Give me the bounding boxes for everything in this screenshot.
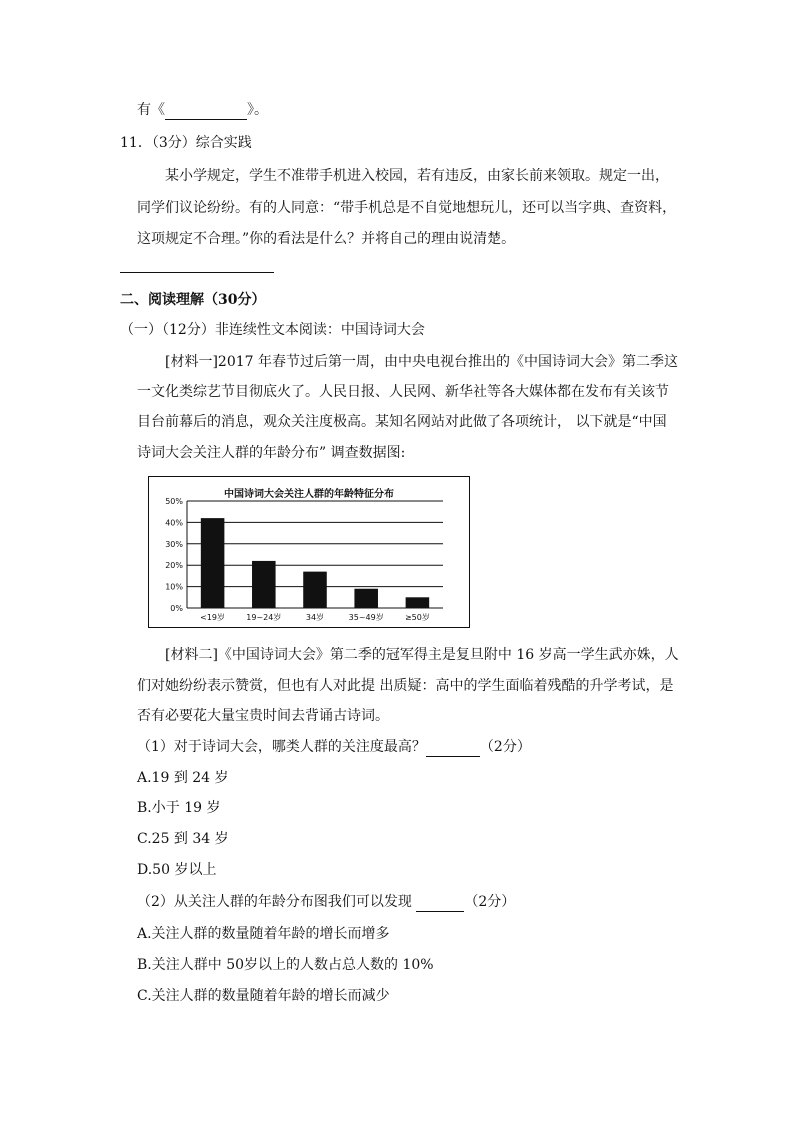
question-2-stem-line: [137, 892, 515, 912]
material2-line-2: 们对她纷纷表示赞赏，但也有人对此提 出质疑：高中的学生面临着残酷的升学考试，是: [137, 678, 674, 694]
question-2-score: （2分）: [464, 894, 516, 910]
question-1-stem: （1）对于诗词大会，哪类人群的关注度最高？: [137, 739, 426, 755]
chart-svg: [149, 477, 469, 627]
chart-bar: [252, 561, 276, 608]
material1-line-4: 诗词大会关注人群的年龄分布” 调查数据图:: [137, 445, 406, 461]
q10-answer-line: [137, 100, 268, 120]
chart-x-ticks: [200, 612, 430, 622]
q11-answer-rule[interactable]: [120, 272, 274, 273]
chart-bar: [201, 518, 225, 608]
q11-header: 11．（3分）综合实践: [120, 135, 252, 151]
chart-y-tick-label: 10%: [165, 582, 183, 592]
chart-bar: [354, 589, 378, 608]
q11-paragraph-line-3: 这项规定不合理。”你的看法是什么？并将自己的理由说清楚。: [137, 231, 516, 247]
question-2-option-c[interactable]: C.关注人群的数量随着年龄的增长而减少: [137, 988, 390, 1004]
question-2-option-a[interactable]: A.关注人群的数量随着年龄的增长而增多: [137, 926, 390, 942]
section-title: 二、阅读理解（30分）: [120, 292, 266, 308]
chart-y-tick-label: 30%: [165, 539, 183, 549]
chart-bar: [406, 597, 430, 608]
material1-line-3: 目台前幕后的消息，观众关注度极高。某知名网站对此做了各项统计， 以下就是“中国: [137, 414, 667, 430]
part1-title: （一）（12分）非连续性文本阅读：中国诗词大会: [120, 322, 425, 338]
chart-y-tick-label: 40%: [165, 518, 183, 528]
material1-line-1: [材料一]2017 年春节过后第一周，由中央电视台推出的《中国诗词大会》第二季这: [165, 354, 679, 370]
question-1-stem-line: [137, 737, 531, 757]
q10-blank[interactable]: [165, 105, 247, 120]
chart-x-tick-label: <19岁: [200, 613, 226, 622]
question-2-blank[interactable]: [416, 897, 464, 912]
question-1-option-d[interactable]: D.50 岁以上: [137, 862, 217, 878]
material2-line-3: 否有必要花大量宝贵时间去背诵古诗词。: [137, 708, 389, 724]
q11-paragraph-line-1: 某小学规定，学生不准带手机进入校园，若有违反，由家长前来领取。规定一出，: [165, 168, 669, 184]
chart-x-tick-label: 19~24岁: [246, 613, 282, 622]
question-1-option-a[interactable]: A.19 到 24 岁: [137, 770, 229, 786]
question-1-option-b[interactable]: B.小于 19 岁: [137, 800, 221, 816]
chart-x-tick-label: 35~49岁: [348, 613, 384, 622]
chart-y-ticks: [165, 497, 183, 613]
chart-x-tick-label: ≥50岁: [404, 613, 430, 622]
q11-paragraph-line-2: 同学们议论纷纷。有的人同意：“带手机总是不自觉地想玩儿，还可以当字典、查资料，: [137, 200, 677, 216]
material2-line-1: [材料二]《中国诗词大会》第二季的冠军得主是复旦附中 16 岁高一学生武亦姝，人: [165, 647, 679, 663]
question-1-option-c[interactable]: C.25 到 34 岁: [137, 831, 229, 847]
question-1-blank[interactable]: [426, 742, 480, 757]
question-2-option-b[interactable]: B.关注人群中 50岁以上的人数占总人数的 10%: [137, 957, 434, 973]
chart-bar: [303, 572, 327, 608]
material1-line-2: 一文化类综艺节目彻底火了。人民日报、人民网、新华社等各大媒体都在发布有关该节: [137, 384, 669, 400]
q10-suffix: 》。: [247, 102, 268, 118]
question-2-stem: （2）从关注人群的年龄分布图我们可以发现: [137, 894, 417, 910]
question-1-score: （2分）: [479, 739, 531, 755]
chart-x-tick-label: 34岁: [305, 613, 325, 622]
chart-bars: [201, 518, 429, 608]
chart-y-tick-label: 20%: [165, 561, 183, 571]
age-distribution-chart: [148, 476, 470, 628]
chart-y-tick-label: 50%: [165, 497, 183, 506]
chart-title: 中国诗词大会关注人群的年龄特征分布: [224, 489, 394, 500]
q10-prefix: 有《: [137, 102, 165, 118]
chart-y-tick-label: 0%: [170, 604, 183, 613]
